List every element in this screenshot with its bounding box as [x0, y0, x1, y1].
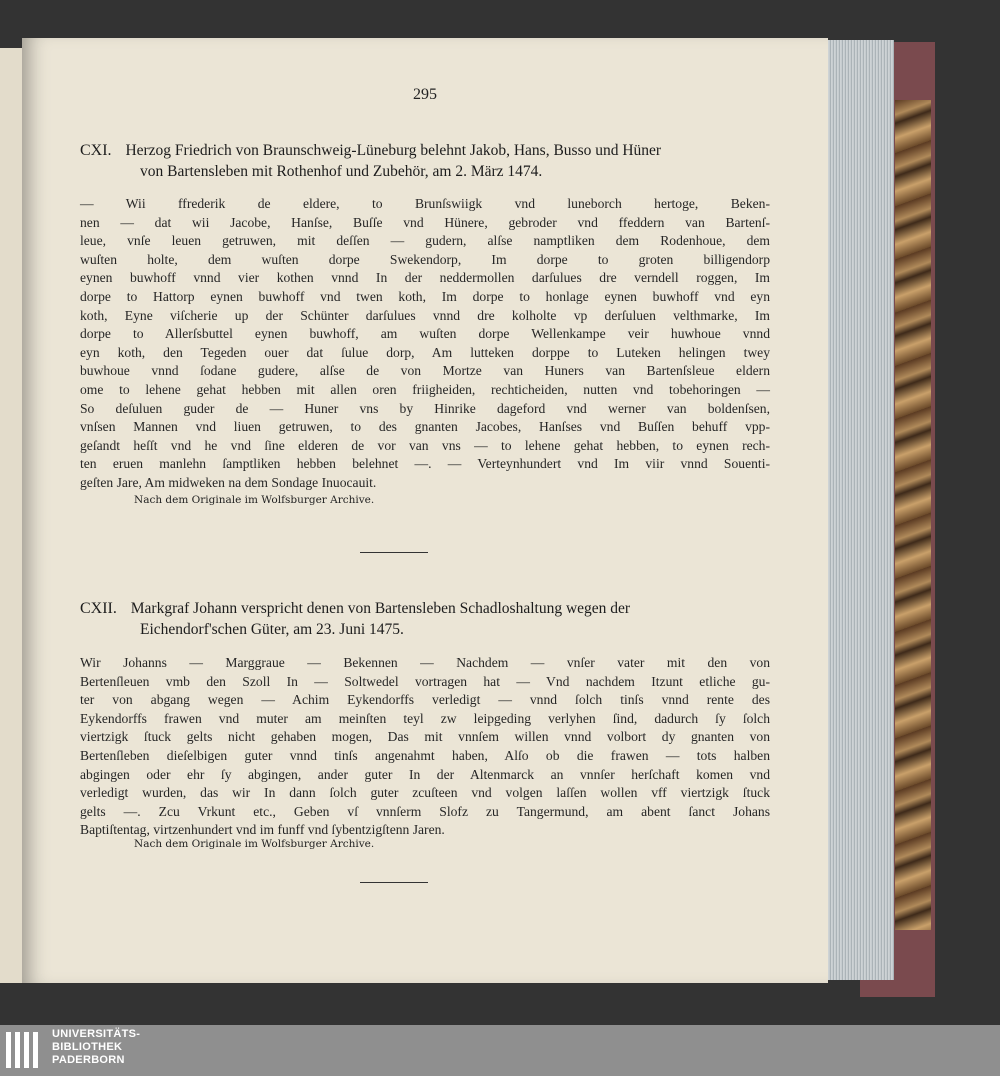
text-line: nen — dat wii Jacobe, Hanſse, Buſſe vnd Hünere, gebroder vnd ffeddern van Bartenſ-	[80, 214, 770, 230]
section-title-line2: Eichendorf'schen Güter, am 23. Juni 1475.	[140, 621, 404, 638]
page-edges	[822, 40, 894, 980]
library-name-line3: PADERBORN	[52, 1054, 125, 1066]
text-line: Bertenſleben dieſelbigen guter vnnd tinſs angenahmt haben, Alſo ob die frawen — tots halben	[80, 747, 770, 763]
text-line: Wir Johanns — Marggraue — Bekennen — Nachdem — vnſer vater mit den von	[80, 655, 770, 670]
text-line: — Wii ffrederik de eldere, to Brunſswiigk vnd luneborch hertoge, Beken-	[80, 196, 770, 211]
section-number: CXI.	[80, 142, 112, 159]
book-page	[22, 38, 828, 983]
section-heading-cxi	[80, 140, 770, 182]
text-line: verledigt wurden, das wir In dann ſolch guter zcuſteen vnd volgen laſſen wollen vff viertzigk ſtuck	[80, 785, 770, 801]
section-title-line1: Herzog Friedrich von Braunschweig-Lüneburg belehnt Jakob, Hans, Busso und Hüner	[125, 142, 662, 159]
text-line: ter von abgang wegen — Achim Eykendorffs verledigt — vnnd ſolch tinſs vnnd rente des	[80, 692, 770, 708]
section-divider	[360, 552, 428, 553]
text-line: Baptiſtentag, virtzenhundert vnd im funff vnd ſybentzigſtenn Jaren.	[80, 822, 445, 838]
text-line: gelts —. Zcu Vrkunt etc., Geben vſ vnnſerm Slofz zu Tangermund, am abent ſanct Johans	[80, 803, 770, 819]
text-line: eynen buwhoff vnnd vier kothen vnnd In der neddermollen darſulues dre verndell roggen, Im	[80, 270, 770, 286]
section-heading-cxii	[80, 598, 770, 640]
text-line: abgingen oder ehr ſy abgingen, ander guter In der Altenmarck an vnnſer herſchaft komen vnd	[80, 766, 770, 782]
text-line: ome to lehene gehat hebben mit allen oren friigheiden, rechticheiden, nutten vnd tobehoringen —	[80, 381, 770, 397]
text-line: vnſsen Mannen vnd liuen getruwen, to des gnanten Jacobes, Hanſses vnd Buſſen behuff vpp-	[80, 419, 770, 435]
text-line: geſten Jare, Am midweken na dem Sondage Inuocauit.	[80, 474, 377, 490]
text-line: ten eruen manlehn ſamptliken hebben belehnet —. — Verteynhundert vnd Im viir vnnd Souenti-	[80, 456, 770, 472]
section-text-cxi	[80, 195, 770, 493]
section-text-cxii	[80, 654, 770, 840]
text-line: viertzigk ſtuck gelts nicht gehaben mogen, Das mit vnnſem willen vnnd volbort dy gnanten von	[80, 729, 770, 745]
section-title-line1: Markgraf Johann verspricht denen von Bartensleben Schadloshaltung wegen der	[130, 600, 631, 617]
text-line: Bertenſleuen vmb den Szoll In — Soltwedel vortragen hat — Vnd nachdem Itzunt etliche gu-	[80, 673, 770, 689]
text-line: eyn koth, den Tegeden ouer dat ſulue dorp, Am lutteken dorppe to Luteken helingen twey	[80, 344, 770, 360]
library-footer	[0, 1025, 1000, 1076]
text-line: dorpe to Allerſsbuttel eynen buwhoff, am wuſten dorpe Wellenkampe veir huwhoue vnnd	[80, 326, 770, 342]
library-name	[52, 1028, 140, 1067]
marbled-endpaper	[895, 100, 931, 930]
library-name-line2: BIBLIOTHEK	[52, 1041, 123, 1053]
page-number: 295	[413, 86, 437, 103]
text-line: leue, vnſe leuen getruwen, mit deſſen — gudern, alſse namptliken dem Rodenhoue, dem	[80, 233, 770, 249]
section-divider	[360, 882, 428, 883]
text-line: buwhoue vnnd ſodane gudere, alſse de von Mortze van Huners van Bartenſsleue eldern	[80, 363, 770, 379]
text-line: dorpe to Hattorp eynen buwhoff vnd twen koth, Im dorpe to honlage eynen buwhoff vnd eyn	[80, 288, 770, 304]
library-logo-icon	[6, 1032, 44, 1068]
text-line: wuſten holte, dem wuſten dorpe Swekendorp, Im dorpe to groten billigendorp	[80, 251, 770, 267]
source-note: Nach dem Originale im Wolfsburger Archive.	[134, 494, 375, 506]
text-line: Eykendorffs frawen vnd muter am meinſten teyl zw leipgeding verlyhen ſind, dadurch ſy ſolch	[80, 710, 770, 726]
library-name-line1: UNIVERSITÄTS-	[52, 1028, 141, 1040]
text-line: koth, Eyne viſcherie up der Schünter darſulues vnnd dre kolholte vp derſuluen velthmarke, Im	[80, 307, 770, 323]
text-line: geſandt heſſt vnd he vnd ſine elderen de vor van vns — to lehene gehat hebben, to eynen rech-	[80, 437, 770, 453]
section-number: CXII.	[80, 600, 117, 617]
section-title-line2: von Bartensleben mit Rothenhof und Zubehör, am 2. März 1474.	[140, 163, 543, 180]
source-note: Nach dem Originale im Wolfsburger Archive.	[134, 838, 375, 850]
text-line: So deſuluen guder de — Huner vns by Hinrike dageford vnd werner van boldenſsen,	[80, 400, 770, 416]
